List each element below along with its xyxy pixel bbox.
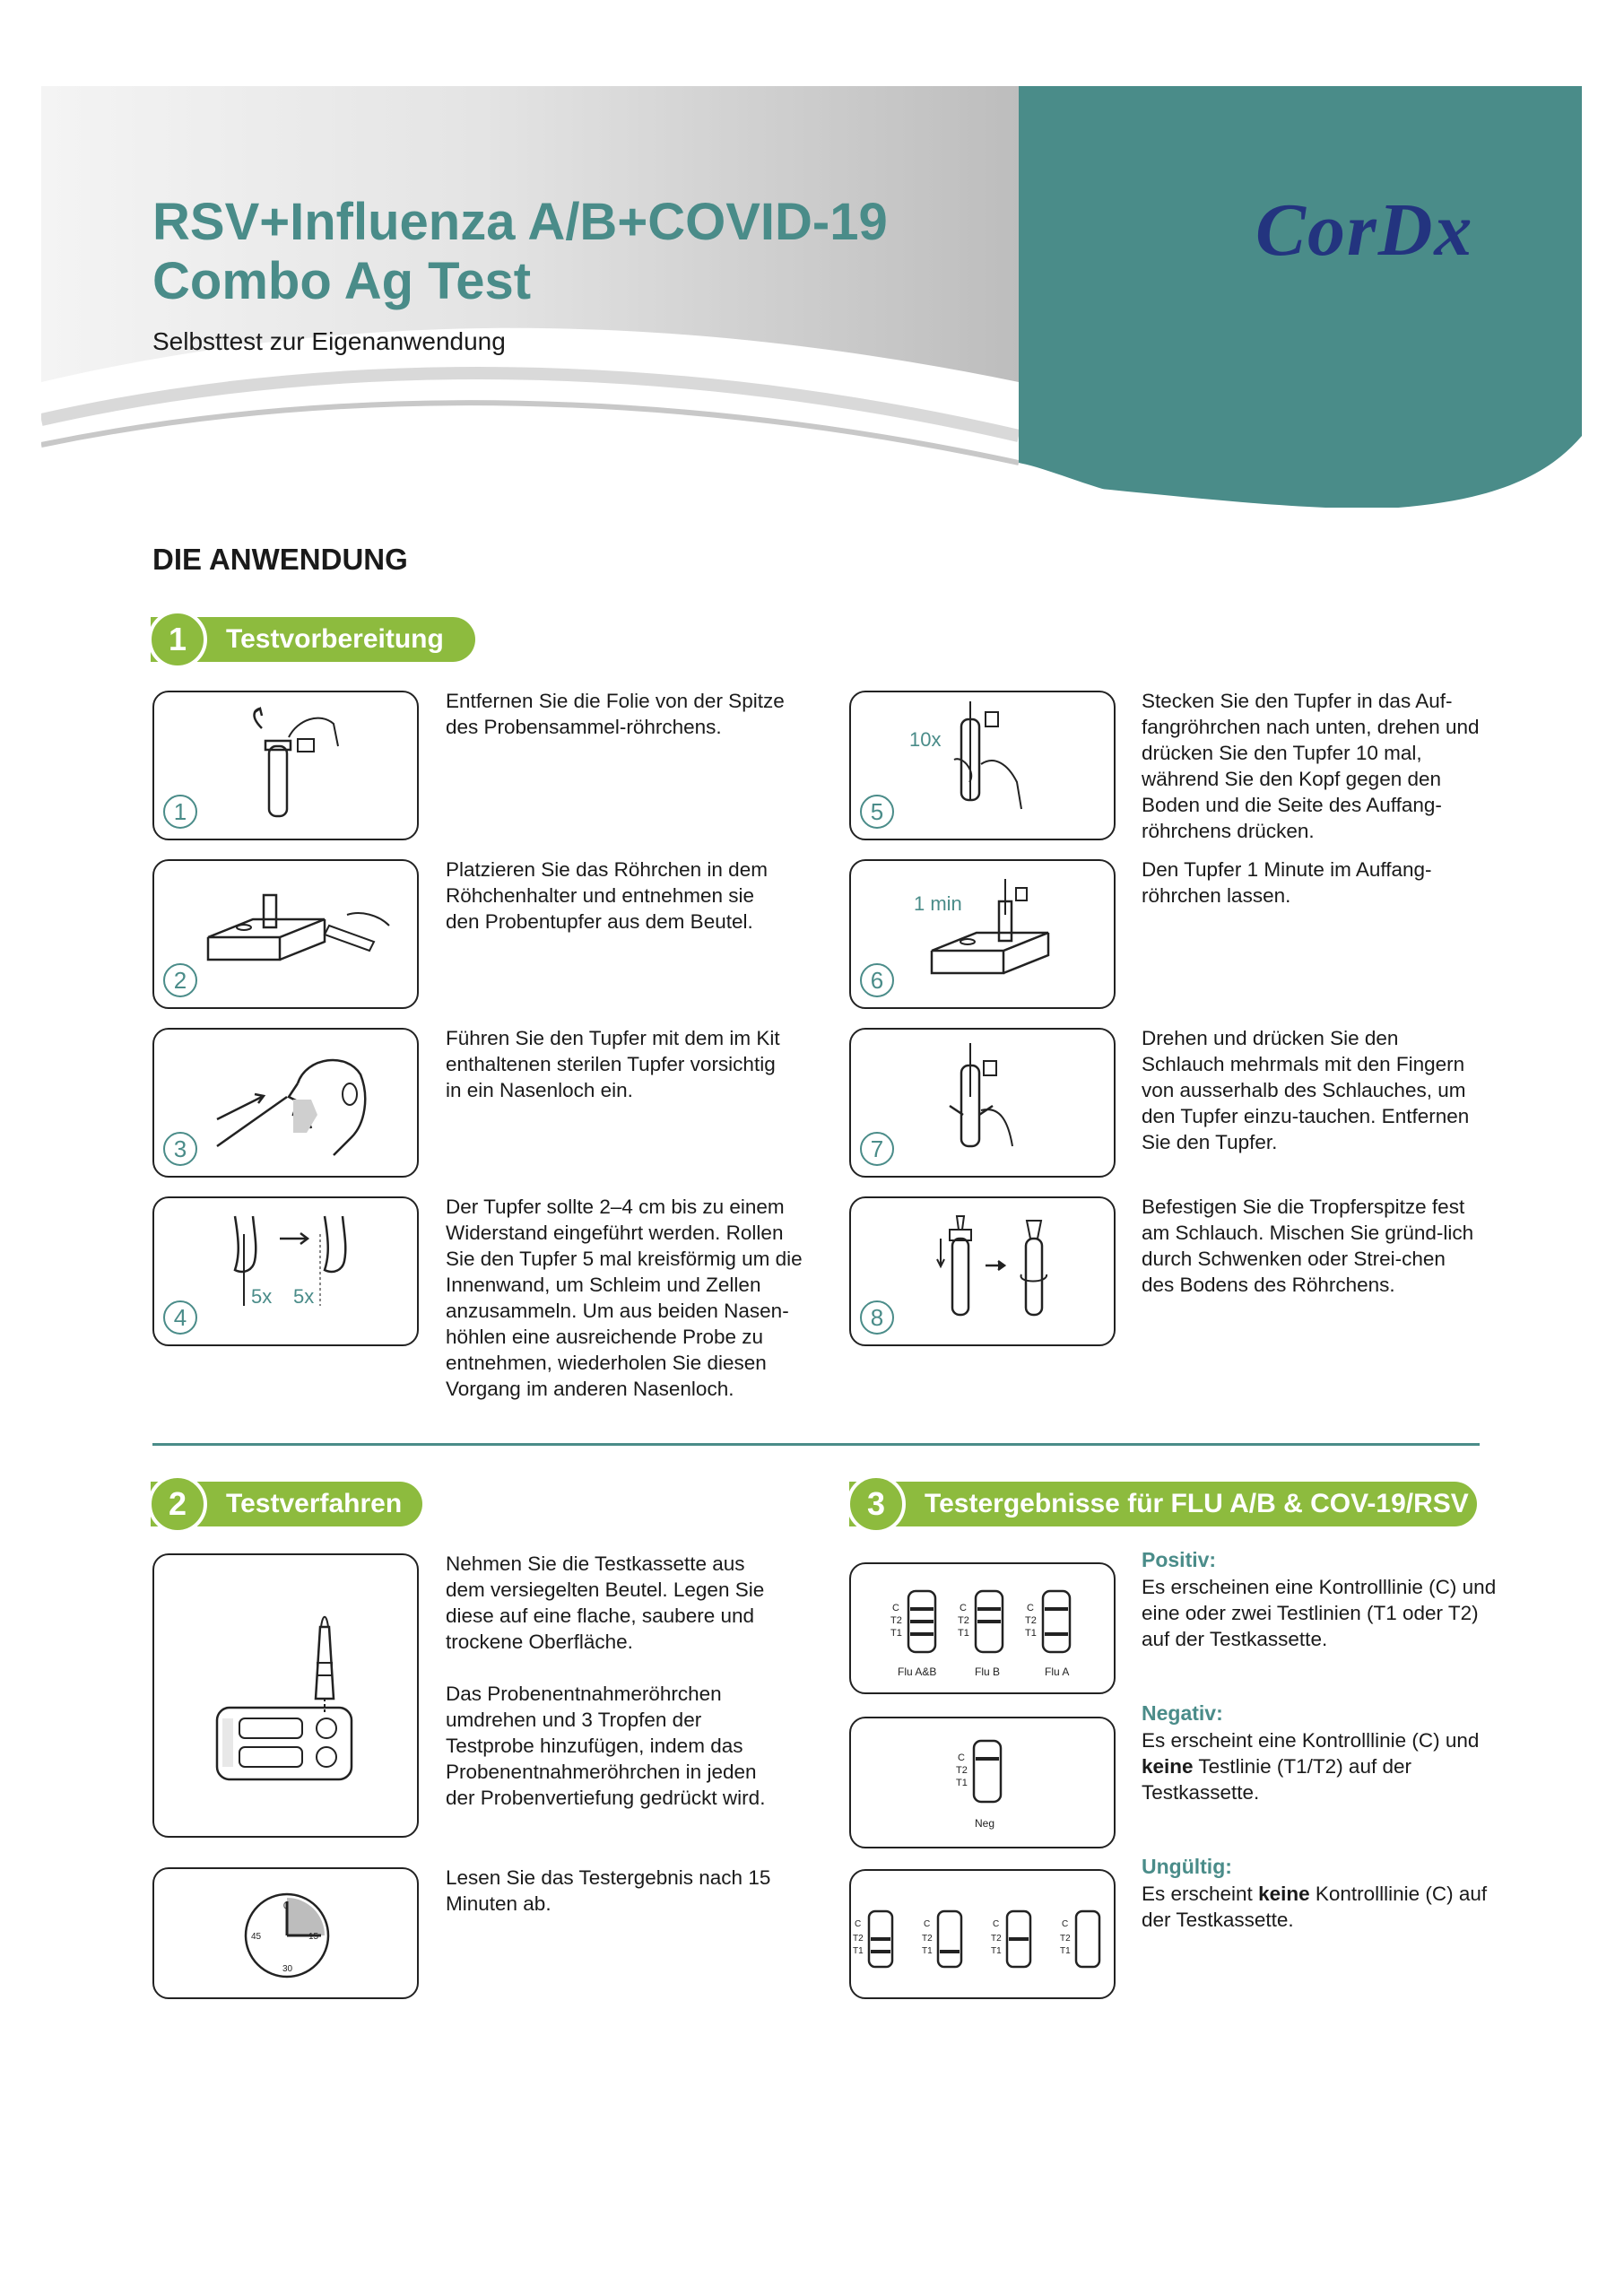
positive-results-illustration: [849, 1562, 1116, 1694]
invalid-text: Es erscheint keine Kontrolllinie (C) auf der Testkassette.: [1142, 1883, 1488, 1931]
clock-label-45: 45: [251, 1932, 262, 1942]
section1-number: 1: [148, 610, 207, 669]
pos-caption-flu-b: Flu B: [975, 1665, 1001, 1678]
procedure-text-1: Nehmen Sie die Testkassette aus dem versiegelten Beutel. Legen Sie diese auf eine flache, saubere und trockene Oberfläche.: [446, 1552, 765, 1653]
invalid-strip-3: [991, 1911, 1030, 1967]
positive-text: Es erscheinen eine Kontrolllinie (C) und eine oder zwei Testlinien (T1 oder T2) auf der Testkassette.: [1142, 1576, 1497, 1650]
positive-strips: [851, 1564, 1117, 1696]
pos3-c-label: C: [1027, 1603, 1034, 1613]
step7-text: Drehen und drücken Sie den Schlauch mehrmals mit den Fingern von ausserhalb des Schlauches, um den Tupfer einzu-tauchen. Entfernen Sie den Tupfer.: [1142, 1027, 1470, 1153]
svg-text:T2: T2: [1060, 1934, 1071, 1944]
title-line-1: RSV+Influenza A/B+COVID-19: [152, 193, 888, 251]
step8-text: Befestigen Sie die Tropferspitze fest am Schlauch. Mischen Sie gründ-lich durch Schwenken oder Strei-chen des Bodens des Röhrchens.: [1142, 1196, 1474, 1296]
step5-text: Stecken Sie den Tupfer in das Auf-fangröhrchen nach unten, drehen und drücken Sie den Tupfer 10 mal, während Sie den Kopf gegen den Boden und die Seite des Auffang-röhrchens drücken.: [1142, 690, 1480, 842]
pos3-t1-label: T1: [1025, 1628, 1037, 1639]
section1-label: Testvorbereitung: [226, 624, 444, 654]
section3-label: Testergebnisse für FLU A/B & COV-19/RSV: [925, 1489, 1469, 1518]
pos1-c-label: C: [892, 1603, 899, 1613]
section3-number: 3: [847, 1474, 906, 1534]
svg-text:C: C: [924, 1919, 931, 1929]
negative-result-illustration: [849, 1717, 1116, 1848]
invalid-results-illustration: [849, 1869, 1116, 1999]
neg-t1-label: T1: [956, 1778, 968, 1788]
cordx-logo: CorDx: [1255, 188, 1474, 272]
step1-number: 1: [163, 795, 197, 829]
step4-label-b: 5x: [293, 1285, 315, 1308]
svg-text:T2: T2: [853, 1934, 864, 1944]
section2-number: 2: [148, 1474, 207, 1534]
cassette-illustration: [152, 1553, 419, 1838]
svg-text:C: C: [855, 1919, 862, 1929]
step6-label: 1 min: [914, 892, 962, 915]
svg-text:T1: T1: [991, 1946, 1002, 1956]
pos2-c-label: C: [960, 1603, 967, 1613]
title-line-2: Combo Ag Test: [152, 252, 532, 310]
clock-label-30: 30: [282, 1964, 293, 1974]
page-subtitle: Selbsttest zur Eigenanwendung: [152, 327, 506, 355]
step5-label: 10x: [909, 728, 942, 751]
svg-text:T2: T2: [991, 1934, 1002, 1944]
step3-number: 3: [163, 1132, 197, 1166]
step6-text: Den Tupfer 1 Minute im Auffang-röhrchen lassen.: [1142, 858, 1432, 907]
clock-label-0: 0: [283, 1901, 289, 1911]
pos2-t2-label: T2: [958, 1615, 969, 1626]
negative-heading: Negativ:: [1142, 1701, 1223, 1725]
svg-text:T2: T2: [922, 1934, 933, 1944]
invalid-strip-2: [922, 1911, 961, 1967]
pos1-t2-label: T2: [890, 1615, 902, 1626]
positive-heading: Positiv:: [1142, 1548, 1217, 1571]
neg-c-label: C: [958, 1752, 965, 1763]
step3-text: Führen Sie den Tupfer mit dem im Kit enthaltenen sterilen Tupfer vorsichtig in ein Nasenloch ein.: [446, 1027, 780, 1101]
step6-number: 6: [860, 963, 894, 997]
svg-text:T1: T1: [922, 1946, 933, 1956]
invalid-strip-1: [853, 1911, 892, 1967]
clock-label-15: 15: [308, 1932, 319, 1942]
step1-text: Entfernen Sie die Folie von der Spitze des Probensammel-röhrchens.: [446, 690, 785, 738]
procedure-text-3: Lesen Sie das Testergebnis nach 15 Minuten ab.: [446, 1866, 771, 1915]
section2-label: Testverfahren: [226, 1489, 403, 1518]
section-heading: DIE ANWENDUNG: [152, 543, 408, 576]
page-title: [152, 193, 888, 311]
step4-number: 4: [163, 1300, 197, 1335]
neg-t2-label: T2: [956, 1765, 968, 1776]
invalid-heading: Ungültig:: [1142, 1855, 1232, 1878]
pos3-t2-label: T2: [1025, 1615, 1037, 1626]
step4-label-a: 5x: [251, 1285, 273, 1308]
step7-number: 7: [860, 1132, 894, 1166]
pos1-t1-label: T1: [890, 1628, 902, 1639]
pos2-t1-label: T1: [958, 1628, 969, 1639]
section3-pill: [849, 1482, 1477, 1526]
invalid-strip-4: [1060, 1911, 1099, 1967]
procedure-text-2: Das Probenentnahmeröhrchen umdrehen und 3 Tropfen der Testprobe hinzufügen, indem das Probenentnahmeröhrchen in jeden der Probenvertiefung gedrückt wird.: [446, 1683, 766, 1809]
pos-caption-flu-ab: Flu A&B: [898, 1665, 937, 1678]
svg-text:C: C: [1062, 1919, 1069, 1929]
step8-number: 8: [860, 1300, 894, 1335]
svg-text:C: C: [993, 1919, 1000, 1929]
svg-text:T1: T1: [1060, 1946, 1071, 1956]
step4-text: Der Tupfer sollte 2–4 cm bis zu einem Widerstand eingeführt werden. Rollen Sie den Tupfer 5 mal kreisförmig um die Innenwand, um Schleim und Zellen anzusammeln. Um aus beiden Nasen-höhlen eine ausreichende Probe zu entnehmen, wiederholen Sie diesen Vorgang im anderen Nasenloch.: [446, 1196, 803, 1400]
negative-text: Es erscheint eine Kontrolllinie (C) und keine Testlinie (T1/T2) auf der Testkassette.: [1142, 1729, 1480, 1804]
timer-illustration: [152, 1867, 419, 1999]
pos-caption-flu-a: Flu A: [1045, 1665, 1070, 1678]
step2-number: 2: [163, 963, 197, 997]
neg-caption: Neg: [975, 1817, 995, 1830]
step2-text: Platzieren Sie das Röhrchen in dem Röhchenhalter und entnehmen sie den Probentupfer aus dem Beutel.: [446, 858, 768, 933]
section-divider: [152, 1443, 1480, 1446]
svg-text:T1: T1: [853, 1946, 864, 1956]
step5-number: 5: [860, 795, 894, 829]
